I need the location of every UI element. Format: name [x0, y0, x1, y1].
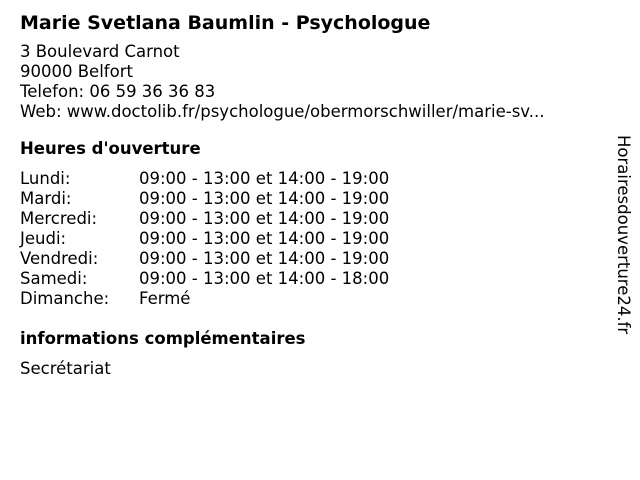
time-range: 09:00 - 13:00 et 14:00 - 19:00	[139, 189, 390, 208]
time-range: 09:00 - 13:00 et 14:00 - 19:00	[139, 229, 390, 248]
site-watermark: Horairesdouverture24.fr	[614, 135, 633, 335]
time-range: 09:00 - 13:00 et 14:00 - 18:00	[139, 269, 390, 288]
time-range: 09:00 - 13:00 et 14:00 - 19:00	[139, 249, 390, 268]
city-postcode: 90000 Belfort	[20, 62, 133, 81]
phone-number: Telefon: 06 59 36 36 83	[20, 82, 216, 101]
contact-block	[20, 42, 600, 122]
day-label: Samedi:	[20, 269, 88, 288]
hours-row-mardi	[20, 189, 600, 209]
opening-hours-list	[20, 169, 600, 309]
time-range: 09:00 - 13:00 et 14:00 - 19:00	[139, 209, 390, 228]
time-range: 09:00 - 13:00 et 14:00 - 19:00	[139, 169, 390, 188]
website-link[interactable]: Web: www.doctolib.fr/psychologue/obermorschwiller/marie-sv...	[20, 102, 545, 121]
hours-row-mercredi	[20, 209, 600, 229]
hours-row-lundi	[20, 169, 600, 189]
hours-row-samedi	[20, 269, 600, 289]
hours-row-vendredi	[20, 249, 600, 269]
opening-hours-heading: Heures d'ouverture	[20, 139, 201, 158]
day-label: Jeudi:	[20, 229, 67, 248]
business-name: Marie Svetlana Baumlin - Psychologue	[20, 12, 431, 34]
day-label: Mardi:	[20, 189, 72, 208]
time-range: Fermé	[139, 289, 191, 308]
day-label: Dimanche:	[20, 289, 110, 308]
day-label: Lundi:	[20, 169, 71, 188]
hours-row-dimanche	[20, 289, 600, 309]
hours-row-jeudi	[20, 229, 600, 249]
day-label: Mercredi:	[20, 209, 98, 228]
business-card	[20, 8, 600, 379]
extra-info-heading: informations complémentaires	[20, 329, 306, 348]
day-label: Vendredi:	[20, 249, 99, 268]
street-address: 3 Boulevard Carnot	[20, 42, 180, 61]
extra-info-text: Secrétariat	[20, 359, 111, 378]
